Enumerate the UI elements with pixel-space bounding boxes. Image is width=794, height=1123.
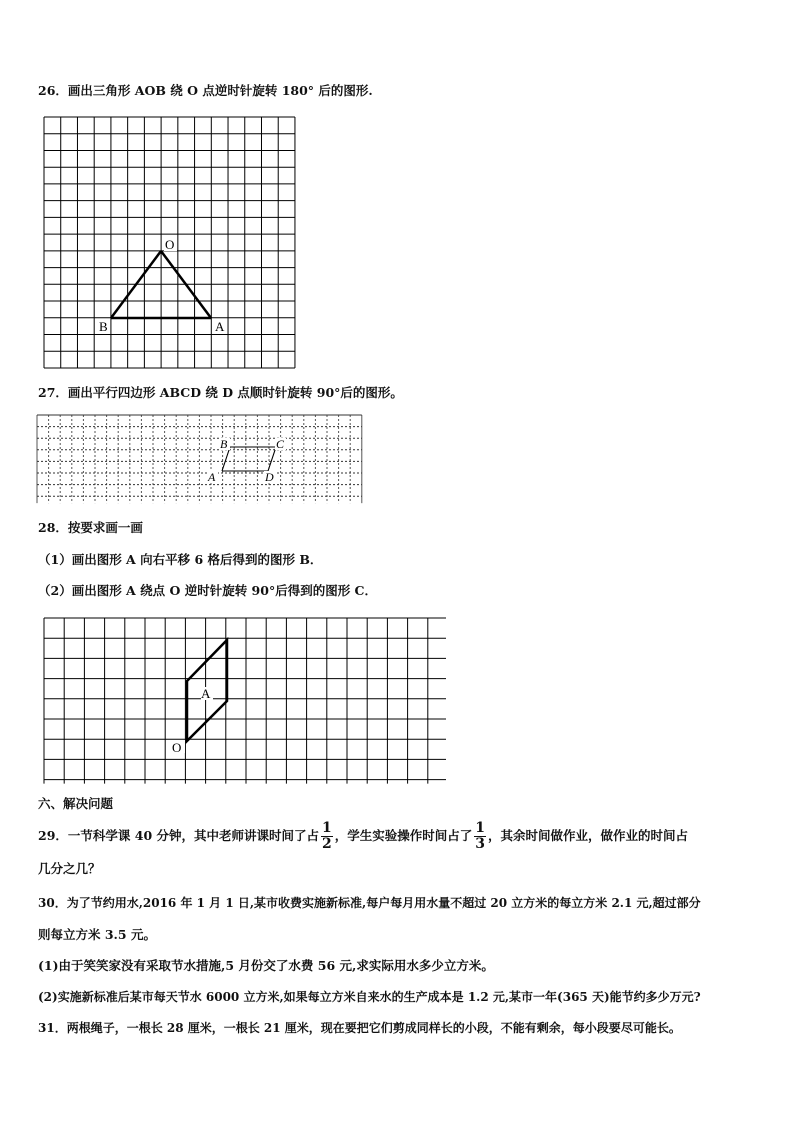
q29-line1 xyxy=(38,818,688,854)
q30-sub2: (2)实施新标准后某市每天节水 6000 立方米,如果每立方米自来水的生产成本是 1.2 元,某市一年(365 天)能节约多少万元? xyxy=(38,990,701,1004)
q30-sub1: (1)由于笑笑家没有采取节水措施,5 月份交了水费 56 元,求实际用水多少立方米。 xyxy=(38,958,494,973)
q27-label-c: C xyxy=(276,437,285,451)
q27-grid xyxy=(36,414,368,506)
q26-label-o: O xyxy=(165,237,175,252)
q29-part2: ，学生实验操作时间占了 xyxy=(334,828,473,843)
q28-item2: （2）画出图形 A 绕点 O 逆时针旋转 90°后得到的图形 C． xyxy=(38,583,377,598)
q26-label-b: B xyxy=(99,319,108,334)
q28-item1: （1）画出图形 A 向右平移 6 格后得到的图形 B． xyxy=(38,552,323,567)
q31-text: 31．两根绳子，一根长 28 厘米，一根长 21 厘米，现在要把它们剪成同样长的小段，不能有剩余，每小段要尽可能长。 xyxy=(38,1021,681,1035)
q26-grid xyxy=(43,116,298,370)
q29-fraction-third: $\frac{1}{3}$ xyxy=(475,820,486,852)
q28-title: 28．按要求画一画 xyxy=(38,520,143,535)
q30-line1: 30．为了节约用水,2016 年 1 月 1 日,某市收费实施新标准,每户每月用水量不超过 20 立方米的每立方米 2.1 元,超过部分 xyxy=(38,896,701,910)
q27-text: 27．画出平行四边形 ABCD 绕 D 点顺时针旋转 90°后的图形。 xyxy=(38,385,403,400)
q28-label-o: O xyxy=(172,740,182,755)
q28-label-a: A xyxy=(201,686,211,701)
q28-grid xyxy=(43,617,446,784)
q27-parallelogram xyxy=(222,447,276,471)
q27-label-d: D xyxy=(265,470,274,484)
q26-label-a: A xyxy=(215,319,225,334)
q30-line2: 则每立方米 3.5 元。 xyxy=(38,927,156,942)
q29-fraction-half: $\frac{1}{2}$ xyxy=(322,820,332,852)
q27-label-a: A xyxy=(208,470,216,484)
section-title: 六、解决问题 xyxy=(38,796,114,811)
q29-line2: 几分之几？ xyxy=(38,861,101,876)
q29-part3: ，其余时间做作业，做作业的时间占 xyxy=(488,828,689,843)
q27-label-b: B xyxy=(220,437,228,451)
q29-part1: 29．一节科学课 40 分钟，其中老师讲课时间了占 xyxy=(38,828,319,843)
q26-text: 26．画出三角形 AOB 绕 O 点逆时针旋转 180° 后的图形. xyxy=(38,83,373,98)
